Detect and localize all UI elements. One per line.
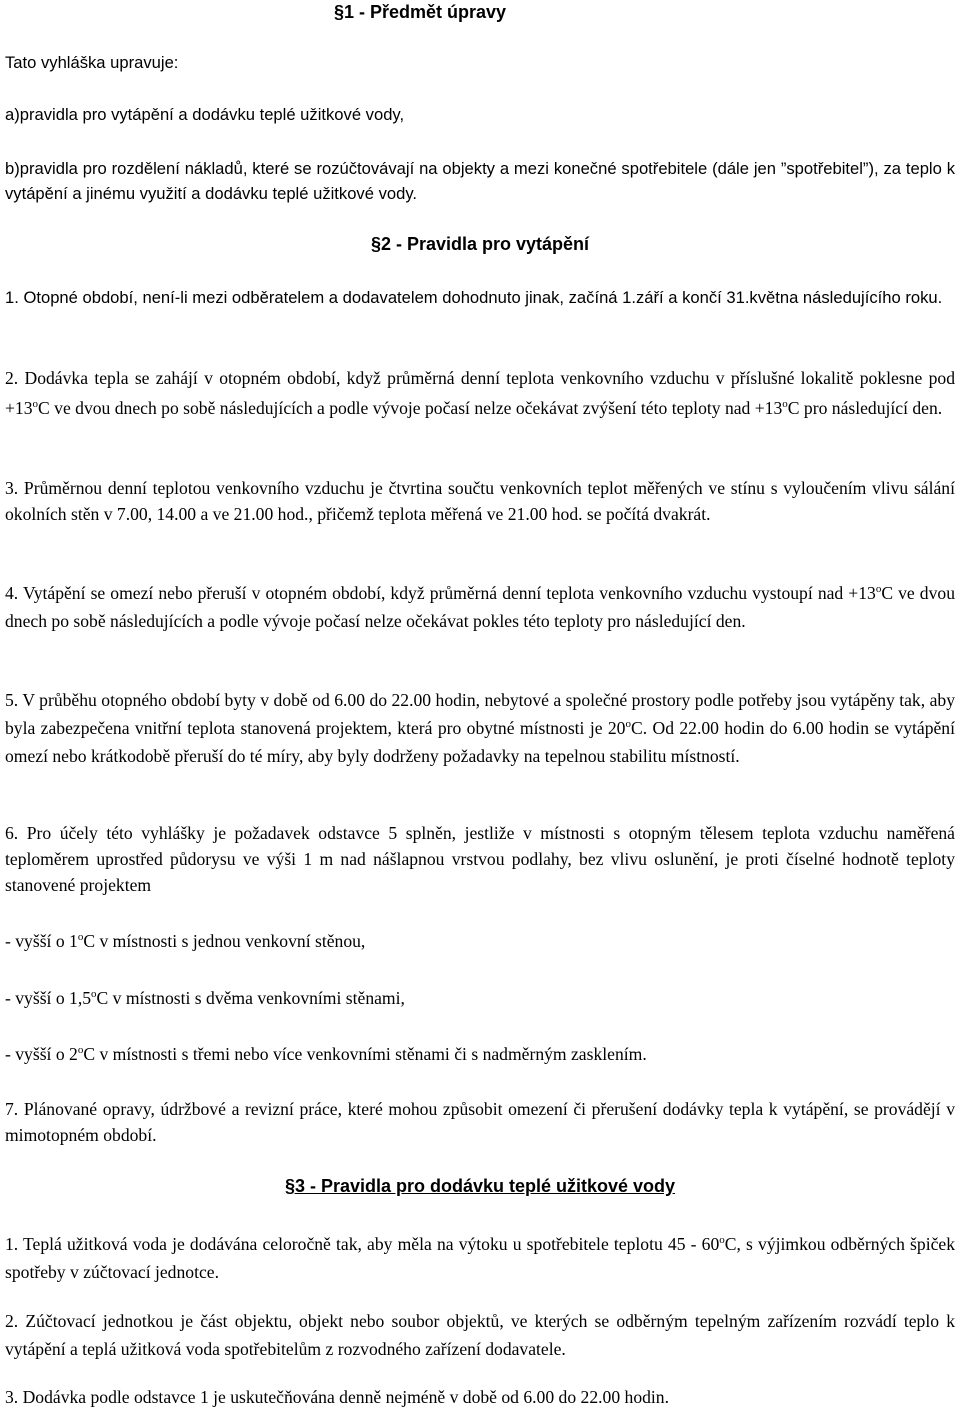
paragraph-5-part-b: C. Od 22.00 hodin do 6.00 hodin se vytápění omezí nebo krátkodobě přeruší do té míry, aby byly dodrženy požadavky na tepelnou stabilitu místností. bbox=[5, 718, 955, 766]
paragraph-5-part-a: 5. V průběhu otopného období byty v době od 6.00 do 22.00 hodin, nebytové a společné prostory podle potřeby jsou vytápěny tak, aby byla zabezpečena vnitřní teplota stanovená projektem, která pro obytné místnosti je 20 bbox=[5, 690, 955, 738]
degree-mark: o bbox=[77, 931, 84, 943]
paragraph-4-part-b: C ve dvou dnech po sobě následujících a podle vývoje počasí nelze očekávat pokles této teploty pro následující den. bbox=[5, 583, 955, 631]
degree-mark: o bbox=[77, 1044, 84, 1056]
section-3-paragraph-3: 3. Dodávka podle odstavce 1 je uskutečňována denně nejméně v době od 6.00 do 22.00 hodin. bbox=[5, 1387, 670, 1407]
deviation-3-part-b: C v místnosti s třemi nebo více venkovními stěnami či s nadměrným zasklením. bbox=[83, 1044, 647, 1064]
paragraph-3: 3. Průměrnou denní teplotou venkovního vzduchu je čtvrtina součtu venkovních teplot měřených ve stínu s vyloučením vlivu sálání okolních stěn v 7.00, 14.00 a ve 21.00 hod., přičemž teplota měřená ve 21.00 hod. se počítá dvakrát. bbox=[5, 478, 955, 524]
deviation-1 bbox=[5, 929, 955, 954]
deviation-2-part-a: - vyšší o 1,5 bbox=[5, 988, 92, 1008]
section-3-paragraph-2: 2. Zúčtovací jednotkou je část objektu, objekt nebo soubor objektů, ve kterých se odběrným tepelným zařízením rozvádí teplo k vytápění a teplá užitková voda spotřebitelům z rozvodného zařízení dodavatele. bbox=[5, 1311, 955, 1359]
section-3-heading: §3 - Pravidla pro dodávku teplé užitkové vody bbox=[284, 1176, 676, 1196]
deviation-3-part-a: - vyšší o 2 bbox=[5, 1044, 78, 1064]
degree-mark: o bbox=[782, 398, 788, 410]
paragraph-2-part-b: C ve dvou dnech po sobě následujících a podle vývoje počasí nelze očekávat zvýšení této teploty nad +13 bbox=[38, 398, 783, 418]
item-b: b)pravidla pro rozdělení nákladů, které se rozúčtovávají na objekty a mezi konečné spotřebitele (dále jen ”spotřebitel”), za teplo k vytápění a jinému využití a dodávku teplé užitkové vody. bbox=[5, 159, 955, 203]
paragraph-2-part-a: 2. Dodávka tepla se zahájí v otopném období, když průměrná denní teplota venkovního vzduchu v příslušné lokalitě poklesne pod +13 bbox=[5, 368, 955, 418]
deviation-2-part-b: C v místnosti s dvěma venkovními stěnami, bbox=[96, 988, 405, 1008]
deviation-3 bbox=[5, 1042, 955, 1067]
paragraph-4-part-a: 4. Vytápění se omezí nebo přeruší v otopném období, když průměrná denní teplota venkovního vzduchu vystoupí nad +13 bbox=[5, 583, 876, 603]
paragraph-1: 1. Otopné období, není-li mezi odběratelem a dodavatelem dohodnuto jinak, začíná 1.září a končí 31.května následujícího roku. bbox=[5, 288, 943, 307]
degree-mark: o bbox=[91, 988, 97, 1000]
degree-mark: o bbox=[625, 718, 631, 730]
paragraph-6: 6. Pro účely této vyhlášky je požadavek odstavce 5 splněn, jestliže v místnosti s otopným tělesem teplota vzduchu naměřená teploměrem uprostřed půdorysu ve výši 1 m nad nášlapnou vrstvou podlahy, bez vlivu oslunění, je proti číselné hodnotě teploty stanovené projektem bbox=[5, 823, 955, 895]
paragraph-7: 7. Plánované opravy, údržbové a revizní práce, které mohou způsobit omezení či přerušení dodávky tepla k vytápění, se provádějí v mimotopném období. bbox=[5, 1099, 955, 1145]
section-3-paragraph-1-part-b: C, s výjimkou odběrných špiček spotřeby v zúčtovací jednotce. bbox=[5, 1234, 955, 1282]
degree-mark: o bbox=[875, 583, 882, 595]
deviation-1-part-b: C v místnosti s jednou venkovní stěnou, bbox=[83, 931, 366, 951]
paragraph-5 bbox=[5, 686, 955, 770]
section-3-paragraph-1 bbox=[5, 1230, 955, 1286]
item-a: a)pravidla pro vytápění a dodávku teplé užitkové vody, bbox=[5, 105, 405, 124]
paragraph-2 bbox=[5, 363, 955, 423]
paragraph-4 bbox=[5, 579, 955, 635]
paragraph-2-part-c: C pro následující den. bbox=[787, 398, 943, 418]
degree-mark: o bbox=[719, 1234, 725, 1246]
section-1-heading: §1 - Předmět úpravy bbox=[333, 2, 507, 22]
intro-text: Tato vyhláška upravuje: bbox=[5, 53, 179, 72]
deviation-1-part-a: - vyšší o 1 bbox=[5, 931, 78, 951]
section-2-heading: §2 - Pravidla pro vytápění bbox=[370, 234, 590, 254]
degree-mark: o bbox=[32, 398, 39, 410]
deviation-2 bbox=[5, 986, 955, 1011]
section-3-paragraph-1-part-a: 1. Teplá užitková voda je dodávána celoročně tak, aby měla na výtoku u spotřebitele teplotu 45 - 60 bbox=[5, 1234, 720, 1254]
